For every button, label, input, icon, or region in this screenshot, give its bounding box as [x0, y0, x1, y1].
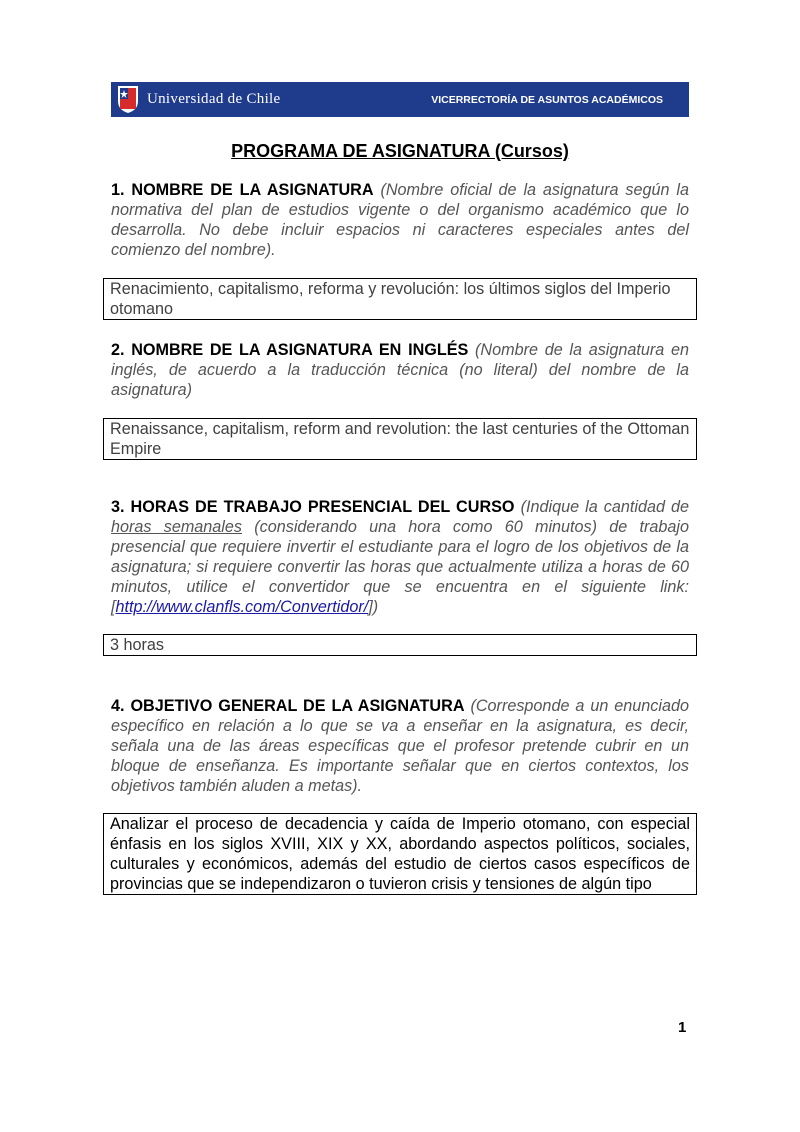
- header-banner: [111, 82, 689, 117]
- section-2-text: [111, 340, 689, 400]
- section-3-value: 3 horas: [110, 636, 164, 654]
- section-4-heading: 4. OBJETIVO GENERAL DE LA ASIGNATURA: [111, 697, 465, 715]
- section-3-heading: 3. HORAS DE TRABAJO PRESENCIAL DEL CURSO: [111, 498, 515, 516]
- section-3-desc-underlined: horas semanales: [111, 518, 243, 536]
- section-2-heading: 2. NOMBRE DE LA ASIGNATURA EN INGLÉS: [111, 341, 469, 359]
- university-name: Universidad de Chile: [147, 91, 281, 107]
- university-shield-icon: [117, 85, 139, 114]
- section-3-value-box: [103, 634, 697, 656]
- section-4-description: (Corresponde a un enunciado específico en relación a lo que se va a enseñar en la asignatura, es decir, señala una de las áreas específicas que el profesor pretende cubrir en un bloque de enseñanza. Es importante señalar que en ciertos contextos, los objetivos también aluden a metas).: [111, 697, 689, 795]
- section-3-desc-pre: (Indique la cantidad de: [520, 498, 690, 516]
- section-1-value: Renacimiento, capitalismo, reforma y revolución: los últimos siglos del Imperio otomano: [110, 280, 671, 318]
- unit-name: VICERRECTORÍA DE ASUNTOS ACADÉMICOS: [431, 94, 663, 106]
- section-3-text: [111, 497, 689, 617]
- section-1-value-box: [103, 278, 697, 320]
- section-2-value-box: [103, 418, 697, 460]
- section-1-description: (Nombre oficial de la asignatura según la normativa del plan de estudios vigente o del organismo académico que lo desarrolla. No debe incluir espacios ni caracteres especiales antes del comienzo del nombre).: [111, 181, 689, 259]
- section-1-heading: 1. NOMBRE DE LA ASIGNATURA: [111, 181, 374, 199]
- section-3-desc-mid: (considerando una hora como 60 minutos) de trabajo presencial que requiere invertir el estudiante para el logro de los objetivos de la asignatura; si requiere convertir las horas que actualmente utiliza a horas de 60 minutos, utilice el convertidor que se encuentra en el siguiente link: [: [111, 518, 690, 616]
- section-4-text: [111, 696, 689, 796]
- section-3-desc-post: ]): [368, 598, 379, 616]
- page-number: 1: [678, 1019, 687, 1036]
- section-4-value: Analizar el proceso de decadencia y caída de Imperio otomano, con especial énfasis en los siglos XVIII, XIX y XX, abordando aspectos políticos, sociales, culturales y económicos, además del estudio de ciertos casos específicos de provincias que se independizaron o tuvieron crisis y tensiones de algún tipo: [110, 815, 690, 893]
- converter-link[interactable]: http://www.clanfls.com/Convertidor/: [115, 598, 369, 616]
- page-title: PROGRAMA DE ASIGNATURA (Cursos): [231, 141, 569, 161]
- section-1-text: [111, 180, 689, 260]
- section-4-value-box: [103, 813, 697, 895]
- section-2-value: Renaissance, capitalism, reform and revolution: the last centuries of the Ottoman Empire: [110, 420, 690, 458]
- section-2-description: (Nombre de la asignatura en inglés, de acuerdo a la traducción técnica (no literal) del nombre de la asignatura): [111, 341, 689, 399]
